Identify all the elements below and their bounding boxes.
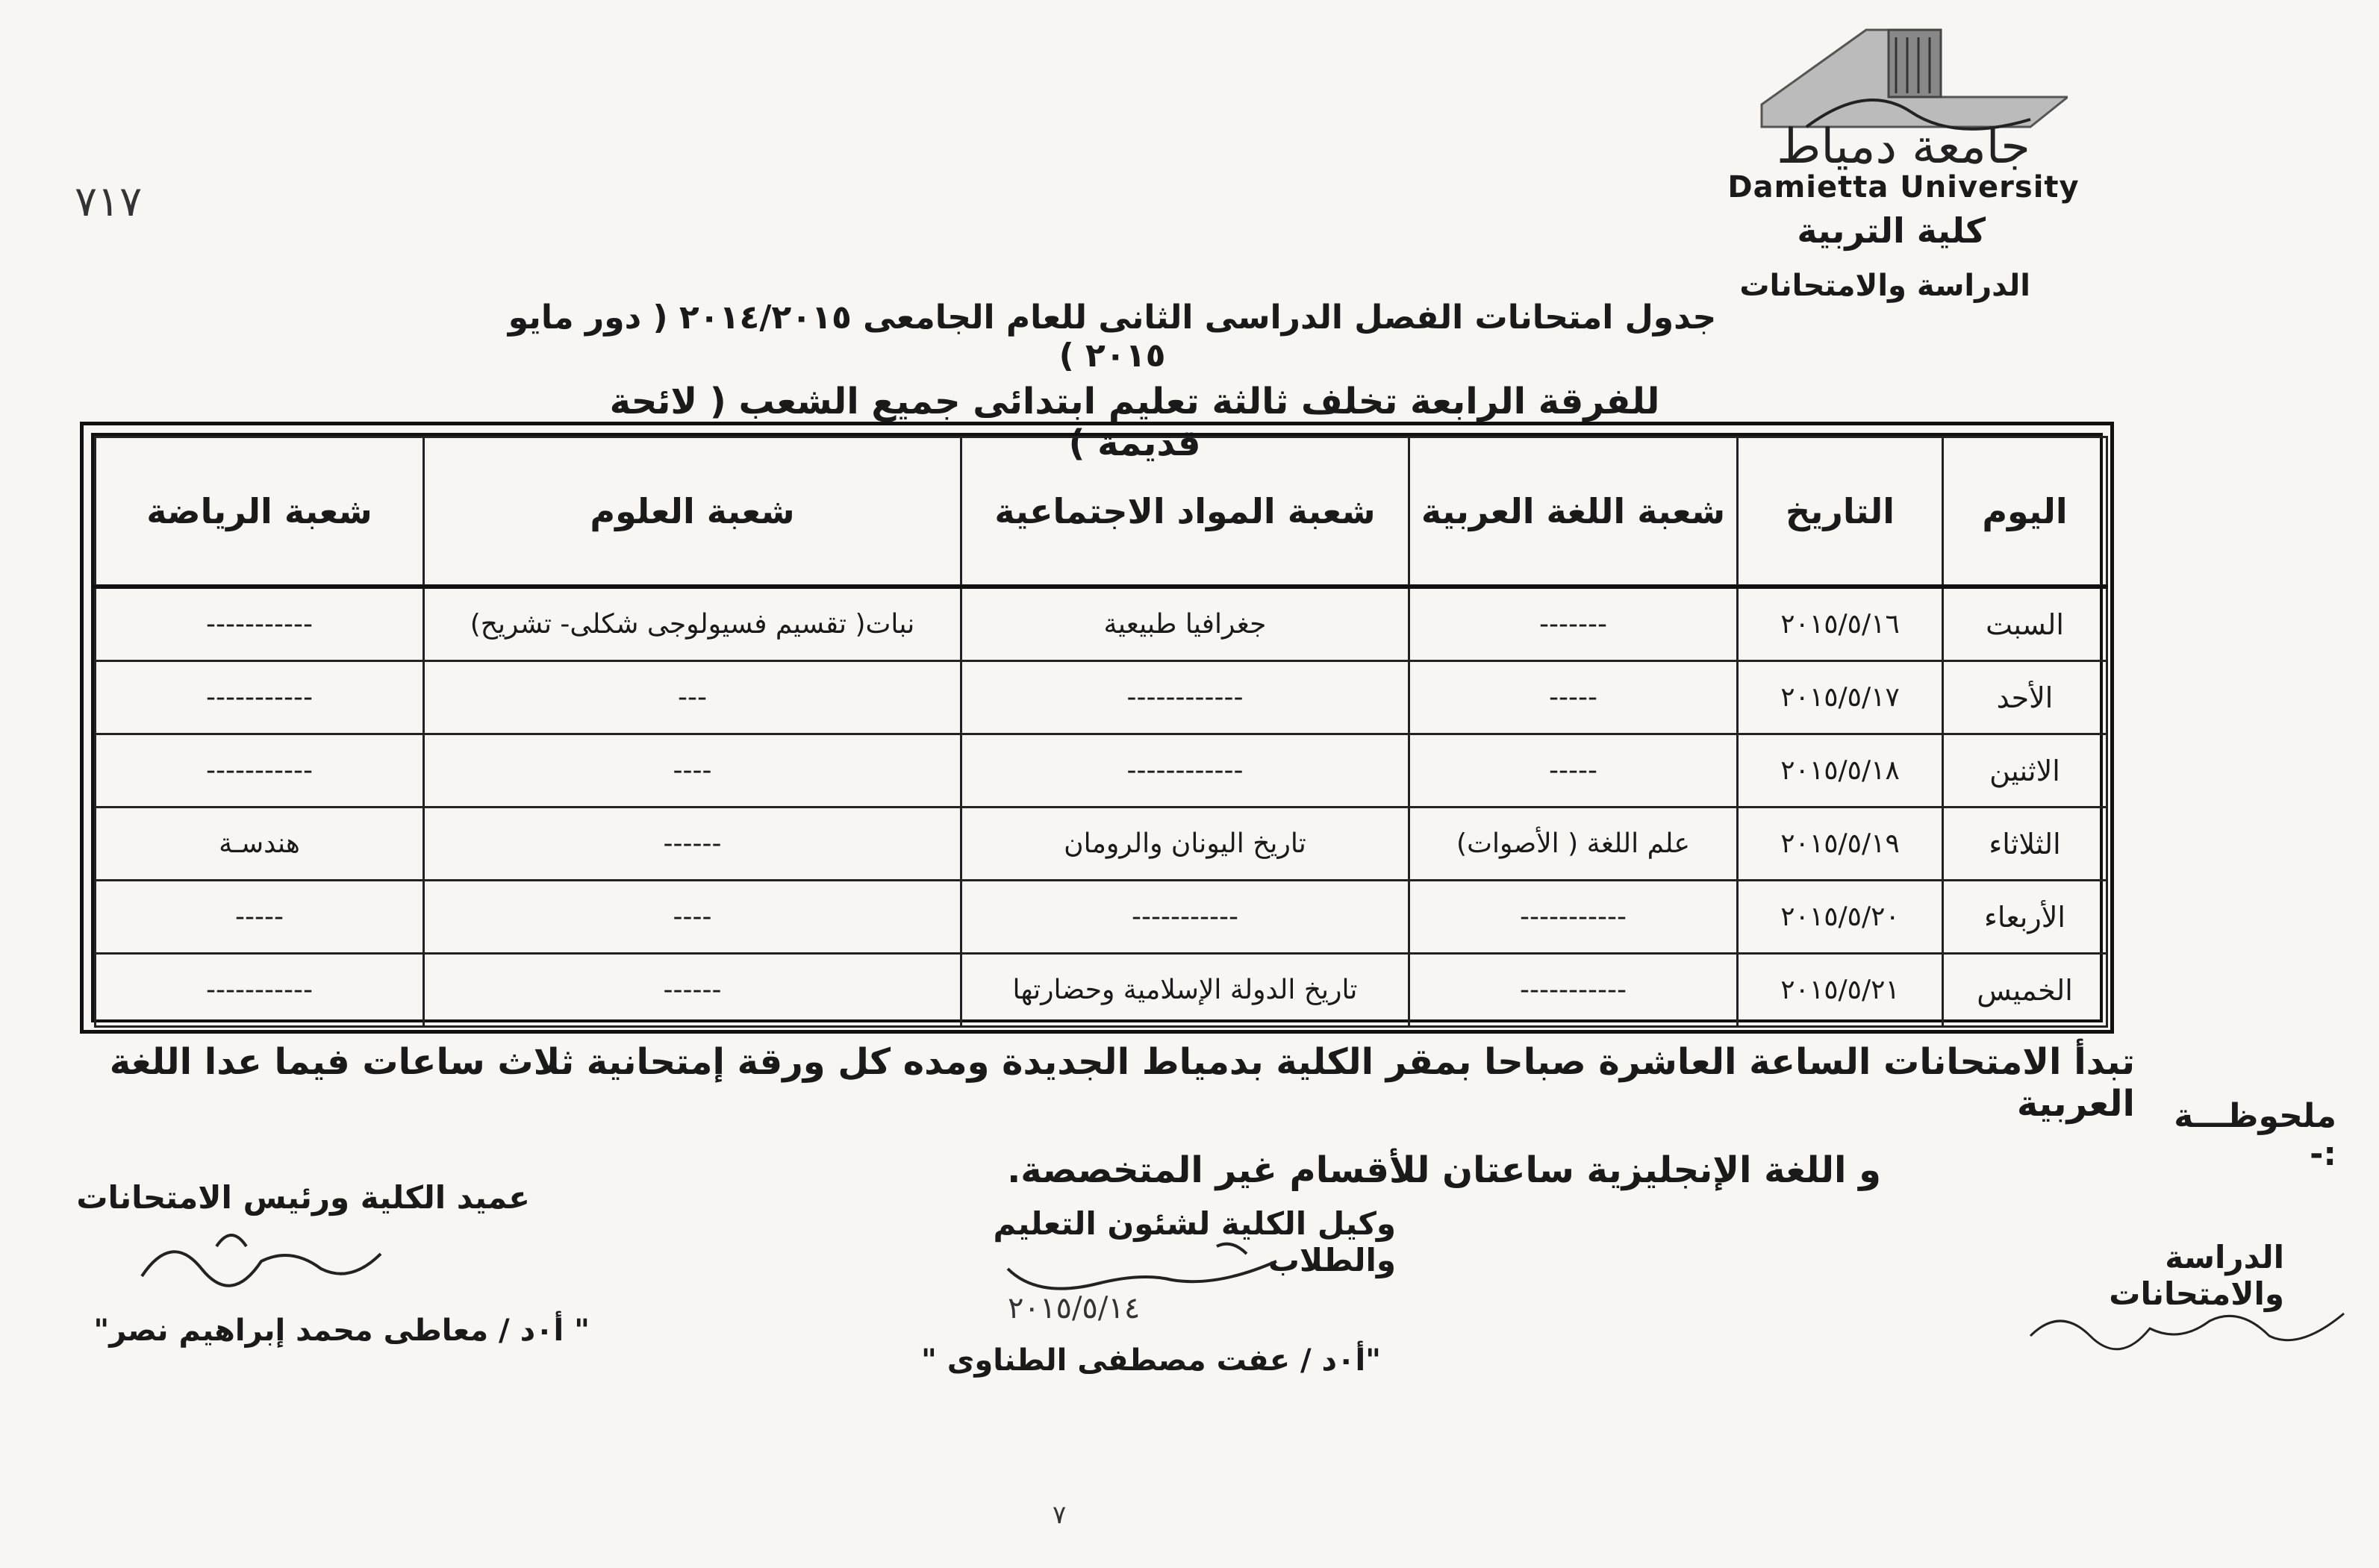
cell-science: نبات( تقسيم فسيولوجى شكلى- تشريح): [424, 587, 961, 661]
university-name-arabic: جامعة دمياط: [1777, 119, 2030, 175]
cell-date: ٢٠١٥/٥/٢١: [1738, 954, 1943, 1027]
table-row: [96, 808, 2107, 881]
cell-day: السبت: [1943, 587, 2107, 661]
cell-science: ----: [424, 881, 961, 954]
cell-day: الثلاثاء: [1943, 808, 2107, 881]
cell-arabic: علم اللغة ( الأصوات): [1409, 808, 1738, 881]
faculty-name: كلية التربية: [1797, 210, 1986, 251]
table-row: [96, 661, 2107, 734]
table-row: [96, 881, 2107, 954]
note-text-line-2: و اللغة الإنجليزية ساعتان للأقسام غير المتخصصة.: [1007, 1149, 1881, 1191]
table-row: [96, 954, 2107, 1027]
cell-social: جغرافيا طبيعية: [961, 587, 1409, 661]
schedule-subtitle: للفرقة الرابعة تخلف ثالثة تعليم ابتدائى جميع الشعب ( لائحة قديمة ): [609, 381, 1660, 464]
cell-date: ٢٠١٥/٥/١٨: [1738, 734, 1943, 808]
table-row: [96, 734, 2107, 808]
cell-science: ------: [424, 954, 961, 1027]
cell-math: هندسـة: [96, 808, 424, 881]
cell-day: الأحد: [1943, 661, 2107, 734]
table-row: [96, 587, 2107, 661]
cell-arabic: -----: [1409, 734, 1738, 808]
cell-arabic: -----------: [1409, 954, 1738, 1027]
cell-arabic: -------: [1409, 587, 1738, 661]
handwritten-date: ٢٠١٥/٥/١٤: [1008, 1291, 1141, 1325]
cell-science: ----: [424, 734, 961, 808]
header-science: شعبة العلوم: [424, 437, 961, 587]
exam-schedule-frame: [80, 422, 2114, 1034]
cell-day: الأربعاء: [1943, 881, 2107, 954]
exam-schedule-table: [94, 436, 2108, 1028]
cell-date: ٢٠١٥/٥/١٧: [1738, 661, 1943, 734]
cell-math: -----: [96, 881, 424, 954]
dean-title: عميد الكلية ورئيس الامتحانات: [76, 1179, 530, 1216]
note-label: ملحوظـــة :-: [2174, 1097, 2336, 1173]
schedule-title: جدول امتحانات الفصل الدراسى الثانى للعام الجامعى ٢٠١٤/٢٠١٥ ( دور مايو ٢٠١٥ ): [508, 299, 1717, 375]
cell-social: ------------: [961, 661, 1409, 734]
header-social: شعبة المواد الاجتماعية: [961, 437, 1409, 587]
cell-social: -----------: [961, 881, 1409, 954]
dean-name: " أ٠د / معاطى محمد إبراهيم نصر": [93, 1314, 590, 1348]
cell-arabic: -----: [1409, 661, 1738, 734]
dean-signature: [127, 1216, 411, 1306]
table-header-row: [96, 437, 2107, 587]
cell-science: ---: [424, 661, 961, 734]
cell-math: -----------: [96, 587, 424, 661]
cell-date: ٢٠١٥/٥/٢٠: [1738, 881, 1943, 954]
cell-math: -----------: [96, 661, 424, 734]
studies-exams-title: الدراسة والامتحانات: [2109, 1239, 2284, 1312]
header-arabic: شعبة اللغة العربية: [1409, 437, 1738, 587]
header-math: شعبة الرياضة: [96, 437, 424, 587]
vice-dean-title: وكيل الكلية لشئون التعليم والطلاب: [993, 1205, 1396, 1278]
cell-date: ٢٠١٥/٥/١٩: [1738, 808, 1943, 881]
cell-science: ------: [424, 808, 961, 881]
university-name-english: Damietta University: [1727, 170, 2080, 204]
handwritten-page-code: ٧١٧: [75, 178, 143, 226]
cell-social: تاريخ الدولة الإسلامية وحضارتها: [961, 954, 1409, 1027]
cell-social: تاريخ اليونان والرومان: [961, 808, 1409, 881]
cell-date: ٢٠١٥/٥/١٦: [1738, 587, 1943, 661]
page-number: ٧: [1053, 1500, 1067, 1530]
cell-day: الخميس: [1943, 954, 2107, 1027]
studies-signature: [2015, 1284, 2359, 1366]
header-date: التاريخ: [1738, 437, 1943, 587]
cell-social: ------------: [961, 734, 1409, 808]
cell-math: -----------: [96, 734, 424, 808]
cell-day: الاثنين: [1943, 734, 2107, 808]
note-text-line-1: تبدأ الامتحانات الساعة العاشرة صباحا بمقر الكلية بدمياط الجديدة ومده كل ورقة إمتحانية ثلاث ساعات فيما عدا اللغة العربية: [109, 1041, 2135, 1125]
cell-math: -----------: [96, 954, 424, 1027]
vice-dean-name: "أ٠د / عفت مصطفى الطناوى ": [920, 1343, 1381, 1378]
header-day: اليوم: [1943, 437, 2107, 587]
cell-arabic: -----------: [1409, 881, 1738, 954]
department-name: الدراسة والامتحانات: [1739, 269, 2030, 303]
